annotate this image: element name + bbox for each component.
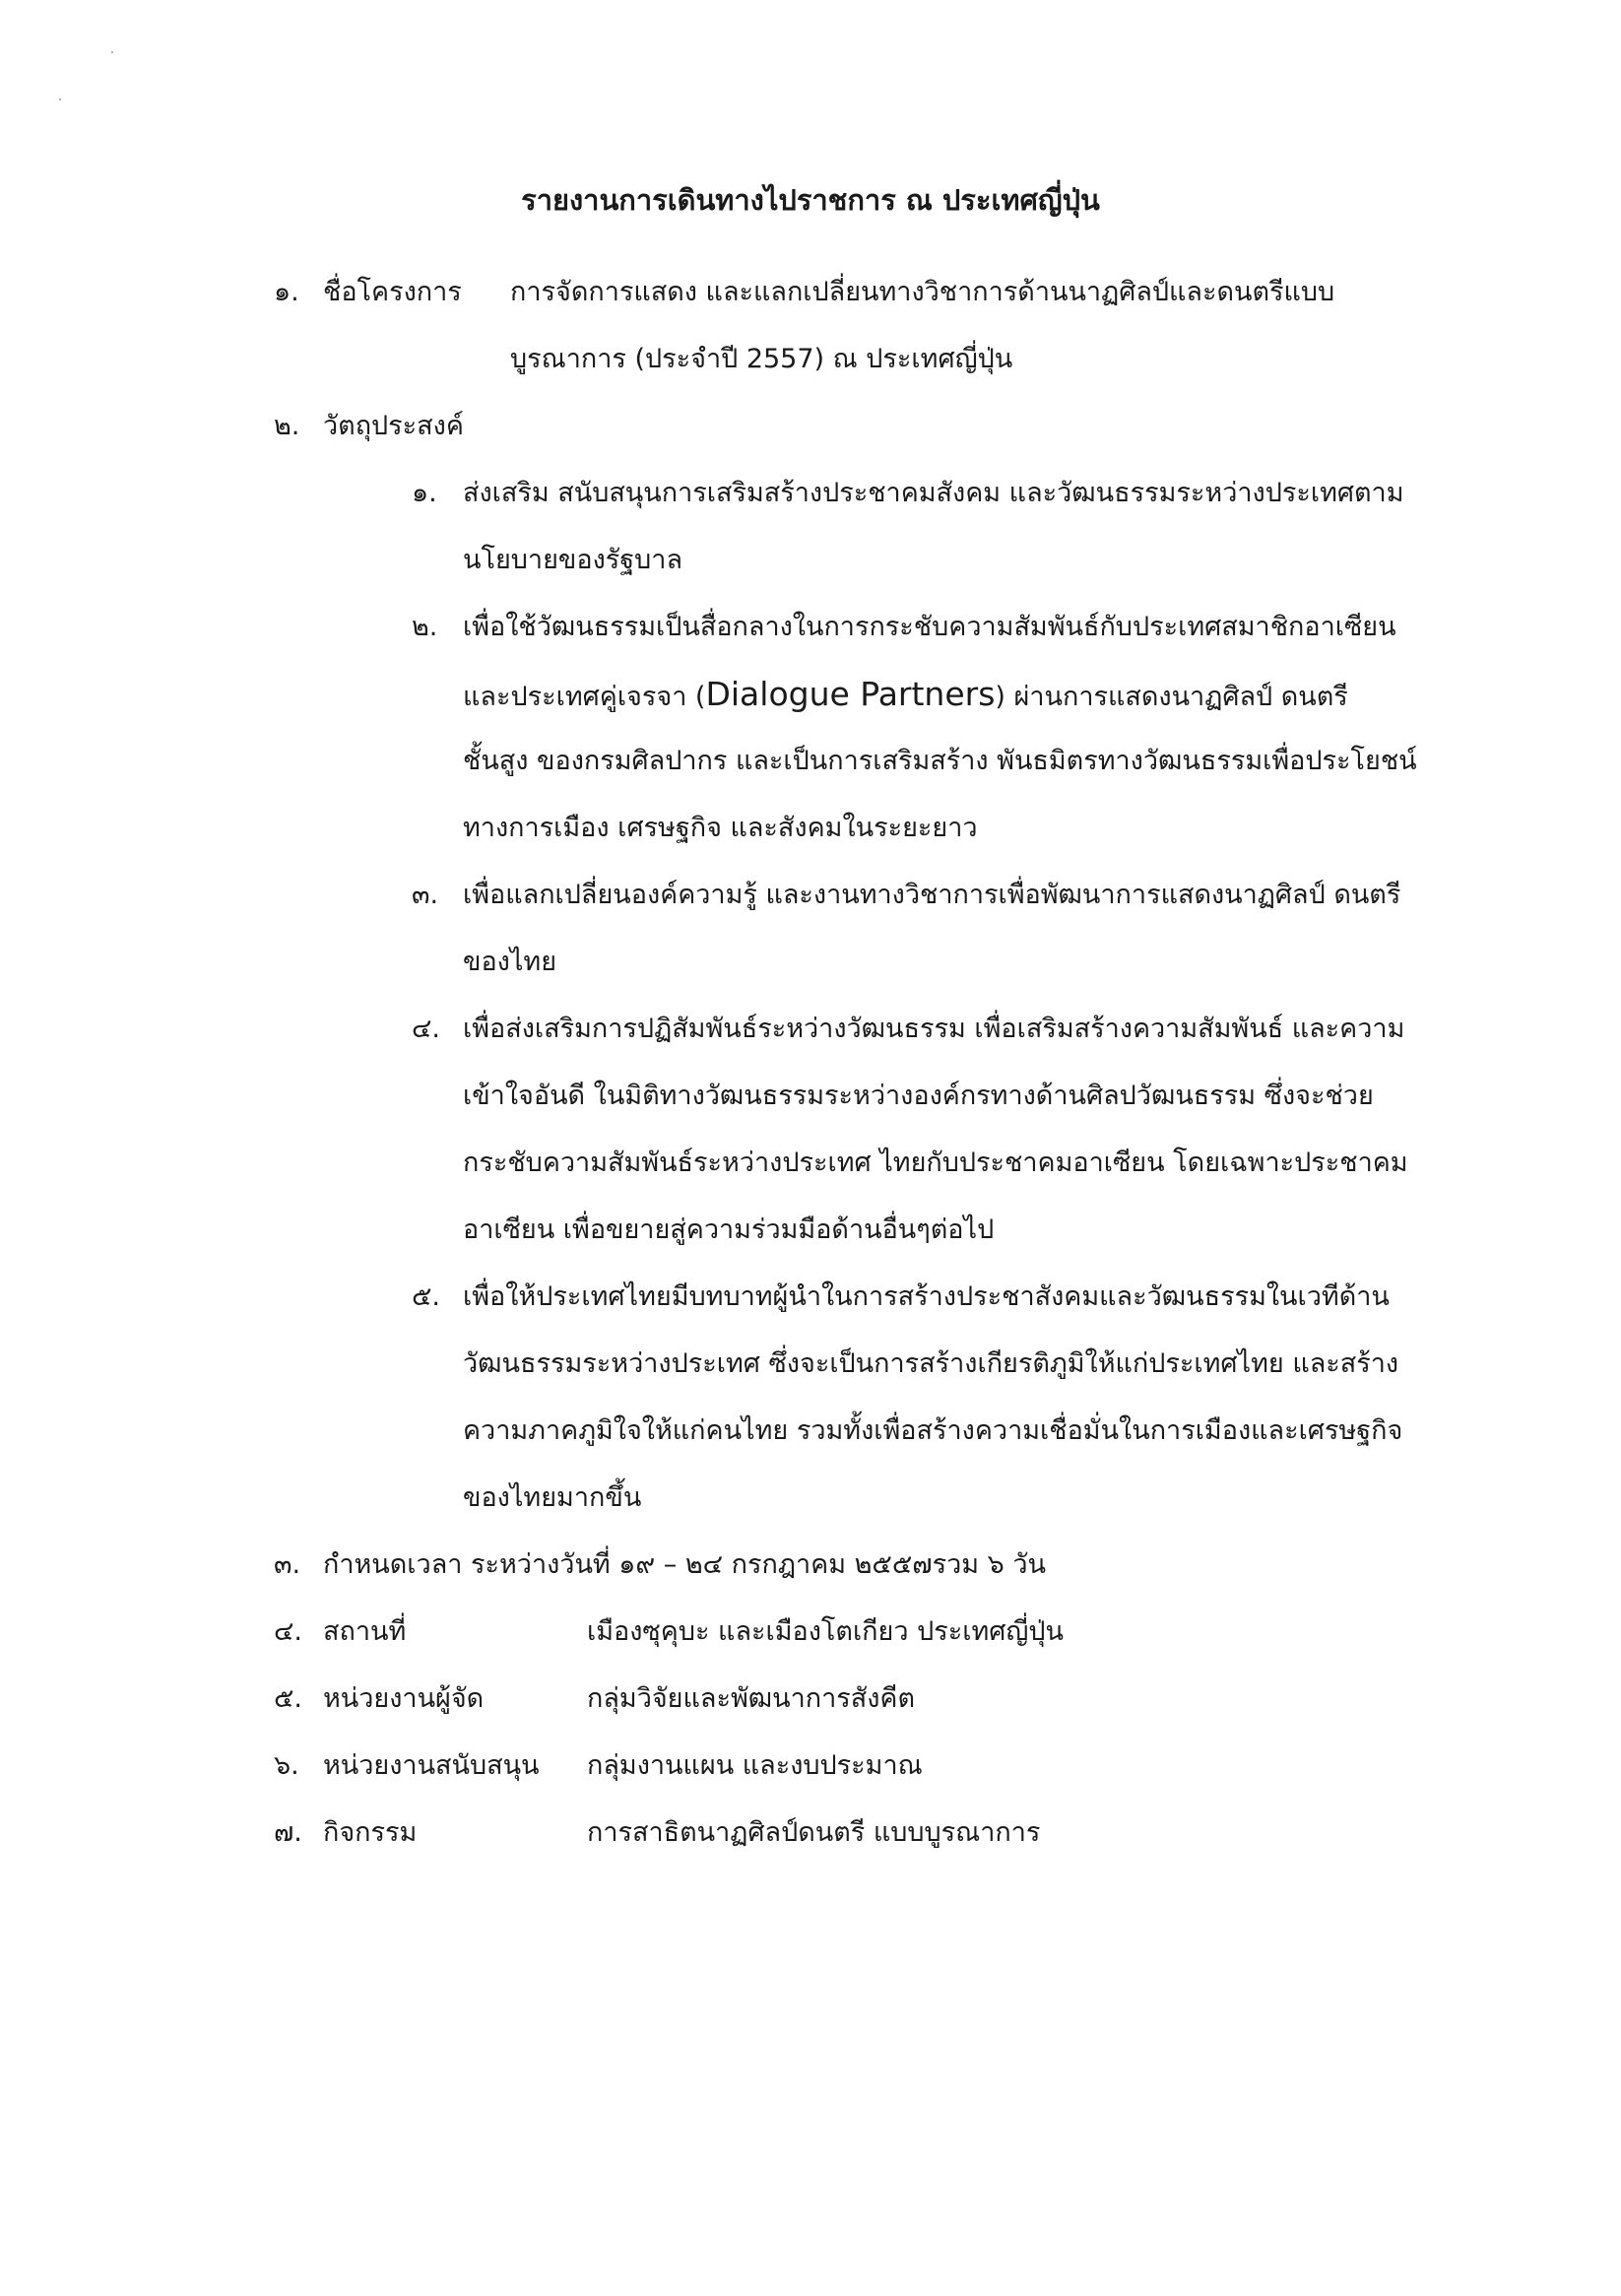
detail-label: หน่วยงานสนับสนุน (323, 1750, 540, 1781)
project-value-line: บูรณาการ (ประจำปี 2557) ณ ประเทศญี่ปุ่น (510, 344, 1013, 374)
detail-label: กิจกรรม (323, 1817, 418, 1848)
schedule-text: กำหนดเวลา ระหว่างวันที่ ๑๙ – ๒๔ กรกฎาคม ๒๕๕๗รวม ๖ วัน (323, 1549, 1046, 1580)
objective-line (463, 672, 1348, 720)
objective-line: เพื่อให้ประเทศไทยมีบทบาทผู้นำในการสร้างประชาสังคมและวัฒนธรรมในเวทีด้าน (463, 1281, 1390, 1312)
objectives-number: ๒. (274, 411, 300, 441)
objective-number: ๑. (412, 478, 437, 508)
objective-number: ๒. (412, 612, 438, 642)
project-value-line: การจัดการแสดง และแลกเปลี่ยนทางวิชาการด้านนาฏศิลป์และดนตรีแบบ (510, 277, 1335, 307)
objective-line: ทางการเมือง เศรษฐกิจ และสังคมในระยะยาว (463, 813, 978, 843)
objective-line: เพื่อส่งเสริมการปฏิสัมพันธ์ระหว่างวัฒนธรรม เพื่อเสริมสร้างความสัมพันธ์ และความ (463, 1014, 1405, 1044)
dialogue-partners-term: Dialogue Partners (705, 675, 996, 713)
detail-value: กลุ่มงานแผน และงบประมาณ (587, 1750, 923, 1781)
objective-line: ส่งเสริม สนับสนุนการเสริมสร้างประชาคมสังคม และวัฒนธรรมระหว่างประเทศตาม (463, 478, 1404, 508)
objective-line: อาเซียน เพื่อขยายสู่ความร่วมมือด้านอื่นๆต่อไป (463, 1214, 995, 1245)
objective-text: และประเทศคู่เจรจา ( (463, 682, 706, 712)
objective-number: ๓. (412, 880, 439, 910)
objective-line: เพื่อแลกเปลี่ยนองค์ความรู้ และงานทางวิชาการเพื่อพัฒนาการแสดงนาฏศิลป์ ดนตรี (463, 880, 1401, 910)
objective-line: เข้าใจอันดี ในมิติทางวัฒนธรรมระหว่างองค์กรทางด้านศิลปวัฒนธรรม ซึ่งจะช่วย (463, 1081, 1374, 1111)
detail-value: การสาธิตนาฏศิลป์ดนตรี แบบบูรณาการ (587, 1817, 1041, 1848)
objective-text: ) ผ่านการแสดงนาฏศิลป์ ดนตรี (995, 682, 1348, 712)
objective-line: เพื่อใช้วัฒนธรรมเป็นสื่อกลางในการกระชับความสัมพันธ์กับประเทศสมาชิกอาเซียน (463, 612, 1396, 642)
project-number: ๑. (274, 277, 299, 307)
objective-line: ของไทยมากขึ้น (463, 1482, 642, 1513)
detail-label: สถานที่ (323, 1616, 407, 1647)
detail-label: หน่วยงานผู้จัด (323, 1683, 485, 1714)
objective-line: ความภาคภูมิใจให้แก่คนไทย รวมทั้งเพื่อสร้างความเชื่อมั่นในการเมืองและเศรษฐกิจ (463, 1415, 1403, 1446)
detail-number: ๕. (274, 1683, 303, 1714)
objectives-label: วัตถุประสงค์ (323, 411, 464, 441)
scan-speck (111, 51, 113, 53)
document-title: รายงานการเดินทางไปราชการ ณ ประเทศญี่ปุ่น (521, 183, 1100, 217)
objective-line: ของไทย (463, 947, 557, 977)
objective-line: ชั้นสูง ของกรมศิลปากร และเป็นการเสริมสร้าง พันธมิตรทางวัฒนธรรมเพื่อประโยชน์ (463, 746, 1417, 776)
project-label: ชื่อโครงการ (323, 277, 462, 307)
objective-line: กระชับความสัมพันธ์ระหว่างประเทศ ไทยกับประชาคมอาเซียน โดยเฉพาะประชาคม (463, 1148, 1408, 1178)
objective-number: ๔. (412, 1014, 441, 1044)
schedule-number: ๓. (274, 1549, 301, 1580)
objective-number: ๕. (412, 1281, 441, 1312)
detail-number: ๖. (274, 1750, 299, 1781)
detail-value: เมืองซุคุบะ และเมืองโตเกียว ประเทศญี่ปุ่น (587, 1616, 1064, 1647)
objective-line: วัฒนธรรมระหว่างประเทศ ซึ่งจะเป็นการสร้างเกียรติภูมิให้แก่ประเทศไทย และสร้าง (463, 1348, 1399, 1379)
detail-value: กลุ่มวิจัยและพัฒนาการสังคีต (587, 1683, 916, 1714)
objective-line: นโยบายของรัฐบาล (463, 545, 683, 575)
detail-number: ๔. (274, 1616, 303, 1647)
detail-number: ๗. (274, 1817, 302, 1848)
scan-speck (59, 98, 61, 100)
